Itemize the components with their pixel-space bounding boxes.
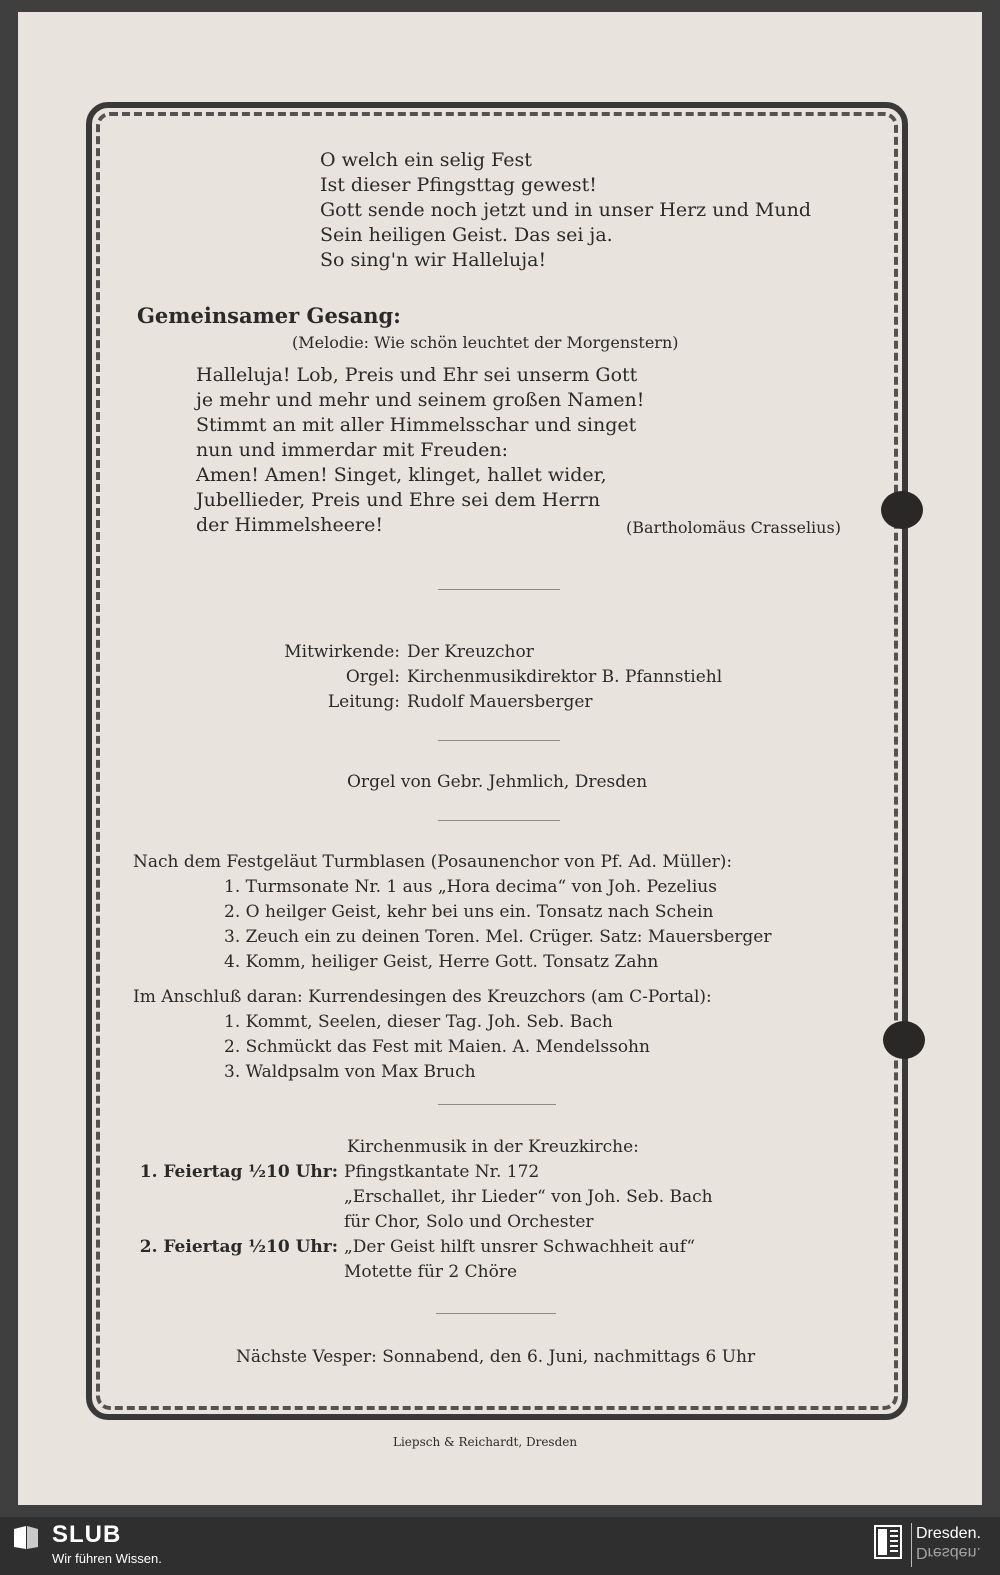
organ-label: Orgel: [345,667,400,687]
conductor-value: Rudolf Mauersberger [407,692,593,712]
divider [438,1104,556,1105]
kurrende-intro: Im Anschluß daran: Kurrendesingen des Kreuzchors (am C-Portal): [133,987,712,1007]
hymn-line: Stimmt an mit aller Himmelsschar und singet [196,414,637,436]
hymn-line: je mehr und mehr und seinem großen Namen! [196,389,645,411]
hymn-line: der Himmelsheere! [196,514,383,536]
verse-line: Sein heiligen Geist. Das sei ja. [320,224,613,246]
punch-hole [881,491,923,529]
hymn-text [196,363,644,538]
tower-item: 3. Zeuch ein zu deinen Toren. Mel. Crüger. Satz: Mauersberger [224,927,772,947]
hymn-line: nun und immerdar mit Freuden: [196,439,509,461]
day2-line: Motette für 2 Chöre [344,1262,518,1282]
hymn-heading: Gemeinsamer Gesang: [137,303,401,328]
tower-list [224,875,771,975]
verse [320,148,811,273]
kurrende-item: 2. Schmückt das Fest mit Maien. A. Mendelssohn [224,1037,650,1057]
hymn-line: Amen! Amen! Singet, klinget, hallet wider, [196,464,607,486]
church-music-heading: Kirchenmusik in der Kreuzkirche: [347,1137,639,1157]
hymn-line: Jubellieder, Preis und Ehre sei dem Herrn [196,489,601,511]
organ-builder: Orgel von Gebr. Jehmlich, Dresden [347,772,648,792]
day1-program [344,1160,713,1235]
divider [438,740,560,741]
slub-logo-icon[interactable] [12,1525,40,1551]
punch-hole [883,1021,925,1059]
kurrende-item: 1. Kommt, Seelen, dieser Tag. Joh. Seb. Bach [224,1012,613,1032]
verse-line: O welch ein selig Fest [320,149,532,171]
day2-line: „Der Geist hilft unsrer Schwachheit auf“ [344,1237,696,1257]
day2-program [344,1235,695,1285]
next-vesper: Nächste Vesper: Sonnabend, den 6. Juni, nachmittags 6 Uhr [236,1347,756,1367]
hymn-line: Halleluja! Lob, Preis und Ehr sei unserm Gott [196,364,638,386]
library-tagline: Wir führen Wissen. [52,1551,162,1566]
kurrende-item: 3. Waldpsalm von Max Bruch [224,1062,476,1082]
tower-item: 2. O heilger Geist, kehr bei uns ein. Tonsatz nach Schein [224,902,714,922]
city-name[interactable]: Dresden. [916,1525,981,1542]
day1-line: für Chor, Solo und Orchester [344,1212,594,1232]
tower-item: 4. Komm, heiliger Geist, Herre Gott. Tonsatz Zahn [224,952,659,972]
day1-line: Pfingstkantate Nr. 172 [344,1162,540,1182]
day2-label: 2. Feiertag ½10 Uhr: [139,1237,338,1257]
day1-label: 1. Feiertag ½10 Uhr: [139,1162,338,1182]
verse-line: So sing'n wir Halleluja! [320,249,547,271]
city-name-reflection: Dresden. [916,1544,981,1561]
tower-item: 1. Turmsonate Nr. 1 aus „Hora decima“ von Joh. Pezelius [224,877,717,897]
contributors-label: Mitwirkende: [284,642,400,662]
dresden-crest-icon[interactable] [874,1525,902,1559]
hymn-author: (Bartholomäus Crasselius) [626,518,841,537]
verse-line: Ist dieser Pfingsttag gewest! [320,174,597,196]
footer-bar [0,1517,1000,1575]
contributors-value: Der Kreuzchor [407,642,534,662]
divider [438,589,560,590]
conductor-label: Leitung: [327,692,400,712]
footer-separator [911,1523,912,1567]
verse-line: Gott sende noch jetzt und in unser Herz und Mund [320,199,811,221]
day1-line: „Erschallet, ihr Lieder“ von Joh. Seb. Bach [344,1187,713,1207]
library-name[interactable]: SLUB [52,1521,122,1548]
divider [438,820,560,821]
divider [436,1313,556,1314]
tower-intro: Nach dem Festgeläut Turmblasen (Posaunenchor von Pf. Ad. Müller): [133,852,733,872]
organ-value: Kirchenmusikdirektor B. Pfannstiehl [407,667,723,687]
kurrende-list [224,1010,650,1085]
hymn-melody: (Melodie: Wie schön leuchtet der Morgenstern) [292,333,679,352]
printer-imprint: Liepsch & Reichardt, Dresden [393,1435,578,1449]
